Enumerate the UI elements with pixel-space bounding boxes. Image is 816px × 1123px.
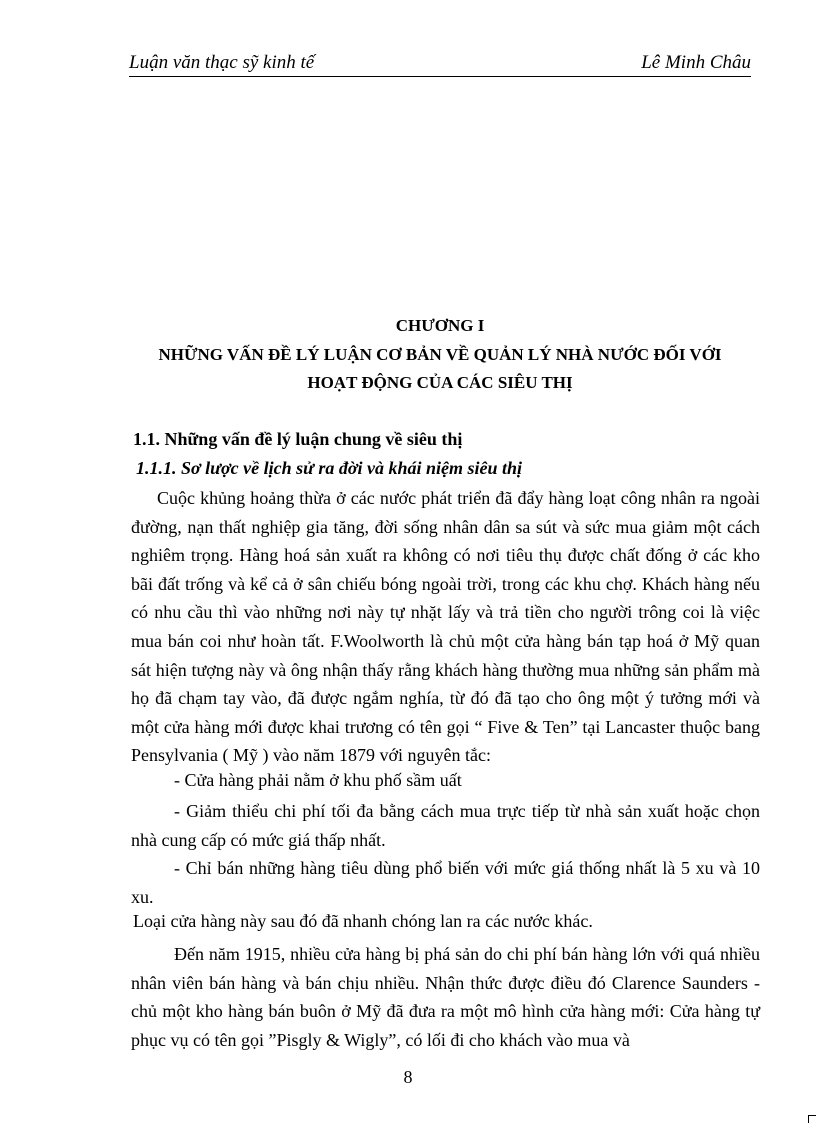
list-item-3: - Chỉ bán những hàng tiêu dùng phổ biến với mức giá thống nhất là 5 xu và 10 xu. xyxy=(131,858,760,907)
paragraph-3: Đến năm 1915, nhiều cửa hàng bị phá sản do chi phí bán hàng lớn với quá nhiều nhân viên bán hàng và bán chịu nhiều. Nhận thức được điều đó Clarence Saunders - chủ một kho hàng bán buôn ở Mỹ đã đưa ra một mô hình cửa hàng mới: Cửa hàng tự phục vụ có tên gọi ”Pisgly & Wigly”, có lối đi cho khách vào mua và xyxy=(131,944,760,1050)
header-thesis-title: Luận văn thạc sỹ kinh tế xyxy=(129,52,315,73)
section-heading: 1.1. Những vấn đề lý luận chung về siêu thị xyxy=(133,429,463,449)
subsection-heading: 1.1.1. Sơ lược về lịch sử ra đời và khái niệm siêu thị xyxy=(136,458,523,478)
paragraph-1: Cuộc khủng hoảng thừa ở các nước phát triển đã đẩy hàng loạt công nhân ra ngoài đường, nạn thất nghiệp gia tăng, đời sống nhân dân sa sút và sức mua giảm một cách nghiêm trọng. Hàng hoá sản xuất ra không có nơi tiêu thụ được chất đống ở các kho bãi đất trống và kể cả ở sân chiếu bóng ngoài trời, trong các khu chợ. Khách hàng nếu có nhu cầu thì vào những nơi này tự nhặt lấy và trả tiền cho người trông coi là việc mua bán coi như hoàn tất. F.Woolworth là chủ một cửa hàng bán tạp hoá ở Mỹ quan sát hiện tượng này và ông nhận thấy rằng khách hàng thường mua những sản phẩm mà họ đã chạm tay vào, đã được ngắm nghía, từ đó đã tạo cho ông một ý tưởng mới và một cửa hàng mới được khai trương có tên gọi “ Five & Ten” tại Lancaster thuộc bang Pensylvania ( Mỹ ) vào năm 1879 với nguyên tắc: xyxy=(131,488,760,766)
page-header xyxy=(129,50,751,76)
header-divider xyxy=(129,76,751,77)
chapter-title-line-2: HOẠT ĐỘNG CỦA CÁC SIÊU THỊ xyxy=(307,373,573,392)
crop-mark xyxy=(808,1115,816,1123)
list-item-1: - Cửa hàng phải nằm ở khu phố sầm uất xyxy=(174,770,462,790)
crop-mark-horizontal xyxy=(808,1115,816,1116)
list-item-2: - Giảm thiểu chi phí tối đa bằng cách mua trực tiếp từ nhà sản xuất hoặc chọn nhà cung cấp có mức giá thấp nhất. xyxy=(131,801,760,850)
chapter-number: CHƯƠNG I xyxy=(395,316,485,335)
chapter-title-line-1: NHỮNG VẤN ĐỀ LÝ LUẬN CƠ BẢN VỀ QUẢN LÝ NHÀ NƯỚC ĐỐI VỚI xyxy=(158,345,722,364)
crop-mark-vertical xyxy=(808,1115,809,1123)
paragraph-2: Loại cửa hàng này sau đó đã nhanh chóng lan ra các nước khác. xyxy=(133,911,593,931)
header-author: Lê Minh Châu xyxy=(641,52,751,73)
page-number: 8 xyxy=(403,1067,413,1087)
